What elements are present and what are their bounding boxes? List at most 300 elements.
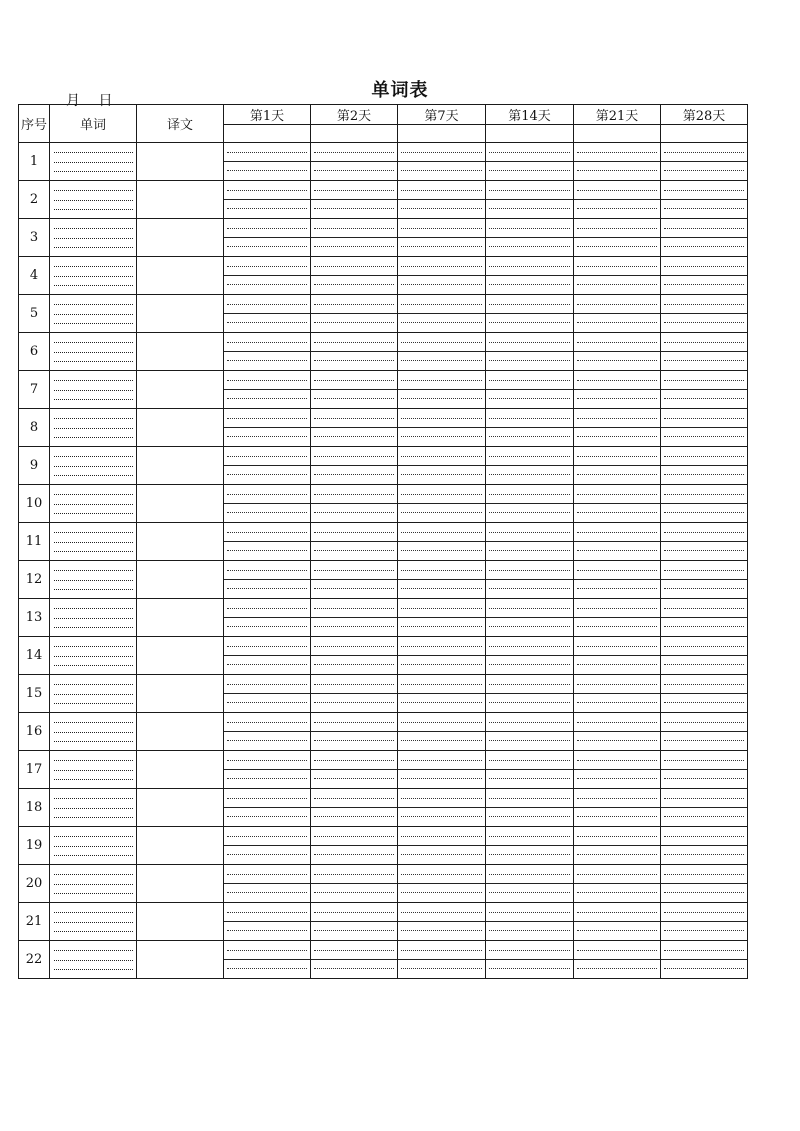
cell-divider-line [661, 275, 747, 276]
dotted-writing-line [577, 912, 657, 913]
table-row [19, 219, 748, 257]
review-check-cell[interactable] [311, 675, 398, 713]
review-check-cell[interactable] [398, 827, 486, 865]
review-check-cell[interactable] [311, 713, 398, 751]
cell-divider-line [398, 389, 485, 390]
dotted-writing-line [664, 646, 744, 647]
dotted-writing-line [314, 436, 394, 437]
word-entry-cell[interactable] [50, 447, 137, 485]
cell-divider-line [311, 617, 397, 618]
review-check-cell[interactable] [398, 941, 486, 979]
dotted-writing-line [227, 836, 307, 837]
dotted-writing-line [664, 798, 744, 799]
review-check-cell[interactable] [486, 675, 574, 713]
review-check-cell[interactable] [398, 865, 486, 903]
dotted-writing-line [664, 684, 744, 685]
cell-divider-line [398, 275, 485, 276]
review-check-cell[interactable] [224, 409, 311, 447]
review-check-cell[interactable] [661, 941, 748, 979]
dotted-writing-line [577, 626, 657, 627]
word-entry-cell[interactable] [50, 941, 137, 979]
review-check-cell[interactable] [661, 485, 748, 523]
translation-entry-cell[interactable] [137, 257, 224, 295]
header-translation: 译文 [137, 105, 224, 143]
review-check-cell[interactable] [224, 561, 311, 599]
review-check-cell[interactable] [574, 143, 661, 181]
review-check-cell[interactable] [574, 333, 661, 371]
translation-entry-cell[interactable] [137, 713, 224, 751]
dotted-writing-line [401, 854, 482, 855]
row-number: 15 [19, 675, 50, 713]
dotted-writing-line [577, 798, 657, 799]
review-check-cell[interactable] [398, 371, 486, 409]
translation-entry-cell[interactable] [137, 599, 224, 637]
review-check-cell[interactable] [574, 371, 661, 409]
dotted-writing-line [314, 228, 394, 229]
review-check-cell[interactable] [486, 409, 574, 447]
review-check-cell[interactable] [398, 409, 486, 447]
dotted-writing-line [314, 892, 394, 893]
cell-divider-line [311, 769, 397, 770]
review-check-cell[interactable] [311, 409, 398, 447]
dotted-writing-line [314, 702, 394, 703]
word-entry-cell[interactable] [50, 713, 137, 751]
review-check-cell[interactable] [661, 181, 748, 219]
review-check-cell[interactable] [486, 485, 574, 523]
table-row [19, 941, 748, 979]
review-check-cell[interactable] [311, 599, 398, 637]
dotted-writing-line [314, 816, 394, 817]
cell-divider-line [311, 351, 397, 352]
dotted-writing-line [314, 760, 394, 761]
review-check-cell[interactable] [574, 865, 661, 903]
dotted-writing-line [54, 627, 133, 628]
dotted-writing-line [489, 626, 570, 627]
dotted-writing-line [314, 588, 394, 589]
review-check-cell[interactable] [661, 143, 748, 181]
cell-divider-line [486, 313, 573, 314]
review-check-cell[interactable] [398, 447, 486, 485]
word-entry-cell[interactable] [50, 827, 137, 865]
cell-divider-line [661, 883, 747, 884]
review-check-cell[interactable] [574, 447, 661, 485]
dotted-writing-line [664, 360, 744, 361]
word-entry-cell[interactable] [50, 637, 137, 675]
review-check-cell[interactable] [311, 637, 398, 675]
dotted-writing-line [401, 418, 482, 419]
translation-entry-cell[interactable] [137, 865, 224, 903]
review-check-cell[interactable] [311, 257, 398, 295]
review-check-cell[interactable] [486, 143, 574, 181]
review-check-cell[interactable] [486, 713, 574, 751]
dotted-writing-line [664, 740, 744, 741]
review-check-cell[interactable] [398, 903, 486, 941]
header-day-7-blank [398, 125, 486, 143]
review-check-cell[interactable] [574, 219, 661, 257]
dotted-writing-line [227, 170, 307, 171]
dotted-writing-line [489, 208, 570, 209]
review-check-cell[interactable] [661, 447, 748, 485]
review-check-cell[interactable] [486, 295, 574, 333]
translation-entry-cell[interactable] [137, 637, 224, 675]
review-check-cell[interactable] [574, 675, 661, 713]
review-check-cell[interactable] [486, 523, 574, 561]
review-check-cell[interactable] [486, 637, 574, 675]
review-check-cell[interactable] [224, 865, 311, 903]
review-check-cell[interactable] [398, 751, 486, 789]
review-check-cell[interactable] [661, 827, 748, 865]
cell-divider-line [574, 389, 660, 390]
review-check-cell[interactable] [311, 789, 398, 827]
dotted-writing-line [664, 588, 744, 589]
review-check-cell[interactable] [574, 257, 661, 295]
review-check-cell[interactable] [311, 143, 398, 181]
review-check-cell[interactable] [661, 675, 748, 713]
dotted-writing-line [489, 456, 570, 457]
dotted-writing-line [54, 342, 133, 343]
table-row [19, 409, 748, 447]
header-day-7: 第7天 [398, 105, 486, 125]
review-check-cell[interactable] [574, 713, 661, 751]
vocabulary-table [18, 104, 748, 979]
review-check-cell[interactable] [224, 143, 311, 181]
word-entry-cell[interactable] [50, 599, 137, 637]
translation-entry-cell[interactable] [137, 181, 224, 219]
dotted-writing-line [664, 398, 744, 399]
dotted-writing-line [401, 398, 482, 399]
row-number: 1 [19, 143, 50, 181]
cell-divider-line [224, 427, 310, 428]
dotted-writing-line [489, 436, 570, 437]
word-entry-cell[interactable] [50, 751, 137, 789]
dotted-writing-line [227, 570, 307, 571]
review-check-cell[interactable] [311, 941, 398, 979]
review-check-cell[interactable] [398, 295, 486, 333]
review-check-cell[interactable] [224, 257, 311, 295]
dotted-writing-line [227, 550, 307, 551]
review-check-cell[interactable] [398, 257, 486, 295]
dotted-writing-line [227, 968, 307, 969]
review-check-cell[interactable] [398, 713, 486, 751]
review-check-cell[interactable] [398, 523, 486, 561]
dotted-writing-line [227, 398, 307, 399]
review-check-cell[interactable] [486, 789, 574, 827]
review-check-cell[interactable] [661, 789, 748, 827]
review-check-cell[interactable] [574, 561, 661, 599]
dotted-writing-line [401, 950, 482, 951]
dotted-writing-line [54, 494, 133, 495]
review-check-cell[interactable] [224, 713, 311, 751]
review-check-cell[interactable] [574, 789, 661, 827]
dotted-writing-line [314, 570, 394, 571]
review-check-cell[interactable] [574, 751, 661, 789]
cell-divider-line [574, 313, 660, 314]
dotted-writing-line [54, 770, 133, 771]
row-number: 9 [19, 447, 50, 485]
translation-entry-cell[interactable] [137, 675, 224, 713]
word-entry-cell[interactable] [50, 295, 137, 333]
review-check-cell[interactable] [398, 219, 486, 257]
cell-divider-line [311, 503, 397, 504]
review-check-cell[interactable] [574, 941, 661, 979]
dotted-writing-line [664, 208, 744, 209]
review-check-cell[interactable] [311, 561, 398, 599]
dotted-writing-line [54, 162, 133, 163]
header-day-1: 第1天 [224, 105, 311, 125]
review-check-cell[interactable] [311, 903, 398, 941]
word-entry-cell[interactable] [50, 257, 137, 295]
review-check-cell[interactable] [661, 903, 748, 941]
dotted-writing-line [54, 390, 133, 391]
translation-entry-cell[interactable] [137, 143, 224, 181]
cell-divider-line [224, 199, 310, 200]
review-check-cell[interactable] [661, 295, 748, 333]
translation-entry-cell[interactable] [137, 827, 224, 865]
translation-entry-cell[interactable] [137, 789, 224, 827]
table-row [19, 447, 748, 485]
review-check-cell[interactable] [486, 903, 574, 941]
dotted-writing-line [401, 836, 482, 837]
dotted-writing-line [664, 854, 744, 855]
review-check-cell[interactable] [224, 751, 311, 789]
review-check-cell[interactable] [311, 333, 398, 371]
review-check-cell[interactable] [486, 599, 574, 637]
review-check-cell[interactable] [661, 865, 748, 903]
review-check-cell[interactable] [486, 181, 574, 219]
review-check-cell[interactable] [398, 333, 486, 371]
review-check-cell[interactable] [661, 219, 748, 257]
cell-divider-line [486, 883, 573, 884]
dotted-writing-line [577, 532, 657, 533]
review-check-cell[interactable] [661, 409, 748, 447]
row-number: 6 [19, 333, 50, 371]
dotted-writing-line [314, 474, 394, 475]
review-check-cell[interactable] [311, 523, 398, 561]
dotted-writing-line [227, 702, 307, 703]
translation-entry-cell[interactable] [137, 371, 224, 409]
word-entry-cell[interactable] [50, 561, 137, 599]
dotted-writing-line [54, 238, 133, 239]
review-check-cell[interactable] [398, 599, 486, 637]
word-entry-cell[interactable] [50, 523, 137, 561]
word-entry-cell[interactable] [50, 333, 137, 371]
word-entry-cell[interactable] [50, 675, 137, 713]
cell-divider-line [574, 237, 660, 238]
word-entry-cell[interactable] [50, 143, 137, 181]
cell-divider-line [486, 351, 573, 352]
dotted-writing-line [401, 152, 482, 153]
review-check-cell[interactable] [486, 371, 574, 409]
dotted-writing-line [54, 266, 133, 267]
dotted-writing-line [54, 513, 133, 514]
review-check-cell[interactable] [224, 333, 311, 371]
dotted-writing-line [489, 854, 570, 855]
review-check-cell[interactable] [398, 789, 486, 827]
dotted-writing-line [664, 436, 744, 437]
dotted-writing-line [577, 436, 657, 437]
review-check-cell[interactable] [224, 447, 311, 485]
review-check-cell[interactable] [224, 219, 311, 257]
row-number: 2 [19, 181, 50, 219]
review-check-cell[interactable] [224, 599, 311, 637]
dotted-writing-line [227, 740, 307, 741]
review-check-cell[interactable] [398, 561, 486, 599]
dotted-writing-line [577, 740, 657, 741]
translation-entry-cell[interactable] [137, 219, 224, 257]
translation-entry-cell[interactable] [137, 295, 224, 333]
word-entry-cell[interactable] [50, 903, 137, 941]
review-check-cell[interactable] [311, 181, 398, 219]
review-check-cell[interactable] [311, 219, 398, 257]
review-check-cell[interactable] [486, 257, 574, 295]
review-check-cell[interactable] [486, 219, 574, 257]
dotted-writing-line [664, 722, 744, 723]
cell-divider-line [311, 959, 397, 960]
review-check-cell[interactable] [661, 751, 748, 789]
review-check-cell[interactable] [311, 371, 398, 409]
dotted-writing-line [54, 247, 133, 248]
cell-divider-line [398, 579, 485, 580]
review-check-cell[interactable] [311, 827, 398, 865]
review-check-cell[interactable] [661, 561, 748, 599]
review-check-cell[interactable] [224, 485, 311, 523]
review-check-cell[interactable] [661, 333, 748, 371]
review-check-cell[interactable] [574, 485, 661, 523]
review-check-cell[interactable] [661, 599, 748, 637]
review-check-cell[interactable] [574, 181, 661, 219]
cell-divider-line [574, 503, 660, 504]
translation-entry-cell[interactable] [137, 751, 224, 789]
dotted-writing-line [401, 968, 482, 969]
dotted-writing-line [664, 664, 744, 665]
review-check-cell[interactable] [311, 865, 398, 903]
dotted-writing-line [314, 494, 394, 495]
row-number: 7 [19, 371, 50, 409]
review-check-cell[interactable] [661, 257, 748, 295]
review-check-cell[interactable] [224, 371, 311, 409]
word-entry-cell[interactable] [50, 181, 137, 219]
dotted-writing-line [227, 874, 307, 875]
review-check-cell[interactable] [574, 599, 661, 637]
word-entry-cell[interactable] [50, 865, 137, 903]
dotted-writing-line [227, 608, 307, 609]
review-check-cell[interactable] [486, 333, 574, 371]
review-check-cell[interactable] [574, 827, 661, 865]
review-check-cell[interactable] [574, 409, 661, 447]
translation-entry-cell[interactable] [137, 903, 224, 941]
review-check-cell[interactable] [224, 523, 311, 561]
review-check-cell[interactable] [224, 675, 311, 713]
dotted-writing-line [54, 874, 133, 875]
review-check-cell[interactable] [574, 523, 661, 561]
review-check-cell[interactable] [311, 295, 398, 333]
translation-entry-cell[interactable] [137, 409, 224, 447]
dotted-writing-line [227, 228, 307, 229]
table-row [19, 599, 748, 637]
review-check-cell[interactable] [661, 371, 748, 409]
review-check-cell[interactable] [486, 827, 574, 865]
dotted-writing-line [664, 418, 744, 419]
review-check-cell[interactable] [574, 295, 661, 333]
cell-divider-line [224, 237, 310, 238]
dotted-writing-line [227, 284, 307, 285]
review-check-cell[interactable] [224, 827, 311, 865]
word-entry-cell[interactable] [50, 219, 137, 257]
review-check-cell[interactable] [311, 751, 398, 789]
translation-entry-cell[interactable] [137, 523, 224, 561]
dotted-writing-line [577, 152, 657, 153]
table-body [19, 143, 748, 979]
translation-entry-cell[interactable] [137, 561, 224, 599]
review-check-cell[interactable] [486, 561, 574, 599]
review-check-cell[interactable] [224, 903, 311, 941]
review-check-cell[interactable] [224, 181, 311, 219]
review-check-cell[interactable] [486, 941, 574, 979]
dotted-writing-line [401, 608, 482, 609]
word-entry-cell[interactable] [50, 789, 137, 827]
review-check-cell[interactable] [574, 903, 661, 941]
header-index: 序号 [19, 105, 50, 143]
row-number: 13 [19, 599, 50, 637]
translation-entry-cell[interactable] [137, 447, 224, 485]
translation-entry-cell[interactable] [137, 333, 224, 371]
translation-entry-cell[interactable] [137, 485, 224, 523]
dotted-writing-line [54, 722, 133, 723]
review-check-cell[interactable] [661, 713, 748, 751]
dotted-writing-line [54, 950, 133, 951]
dotted-writing-line [227, 760, 307, 761]
cell-divider-line [398, 769, 485, 770]
review-check-cell[interactable] [398, 637, 486, 675]
review-check-cell[interactable] [224, 637, 311, 675]
review-check-cell[interactable] [574, 637, 661, 675]
dotted-writing-line [577, 646, 657, 647]
dotted-writing-line [54, 646, 133, 647]
cell-divider-line [224, 275, 310, 276]
review-check-cell[interactable] [311, 447, 398, 485]
cell-divider-line [661, 769, 747, 770]
translation-entry-cell[interactable] [137, 941, 224, 979]
review-check-cell[interactable] [486, 751, 574, 789]
dotted-writing-line [664, 342, 744, 343]
word-entry-cell[interactable] [50, 371, 137, 409]
review-check-cell[interactable] [398, 675, 486, 713]
dotted-writing-line [577, 418, 657, 419]
cell-divider-line [661, 465, 747, 466]
cell-divider-line [486, 731, 573, 732]
review-check-cell[interactable] [224, 789, 311, 827]
review-check-cell[interactable] [311, 485, 398, 523]
dotted-writing-line [401, 570, 482, 571]
table-row [19, 485, 748, 523]
cell-divider-line [224, 503, 310, 504]
review-check-cell[interactable] [486, 447, 574, 485]
review-check-cell[interactable] [398, 485, 486, 523]
dotted-writing-line [577, 854, 657, 855]
cell-divider-line [398, 199, 485, 200]
review-check-cell[interactable] [661, 523, 748, 561]
word-entry-cell[interactable] [50, 409, 137, 447]
dotted-writing-line [664, 494, 744, 495]
word-entry-cell[interactable] [50, 485, 137, 523]
review-check-cell[interactable] [661, 637, 748, 675]
review-check-cell[interactable] [224, 295, 311, 333]
review-check-cell[interactable] [398, 181, 486, 219]
review-check-cell[interactable] [398, 143, 486, 181]
dotted-writing-line [664, 912, 744, 913]
review-check-cell[interactable] [486, 865, 574, 903]
review-check-cell[interactable] [224, 941, 311, 979]
